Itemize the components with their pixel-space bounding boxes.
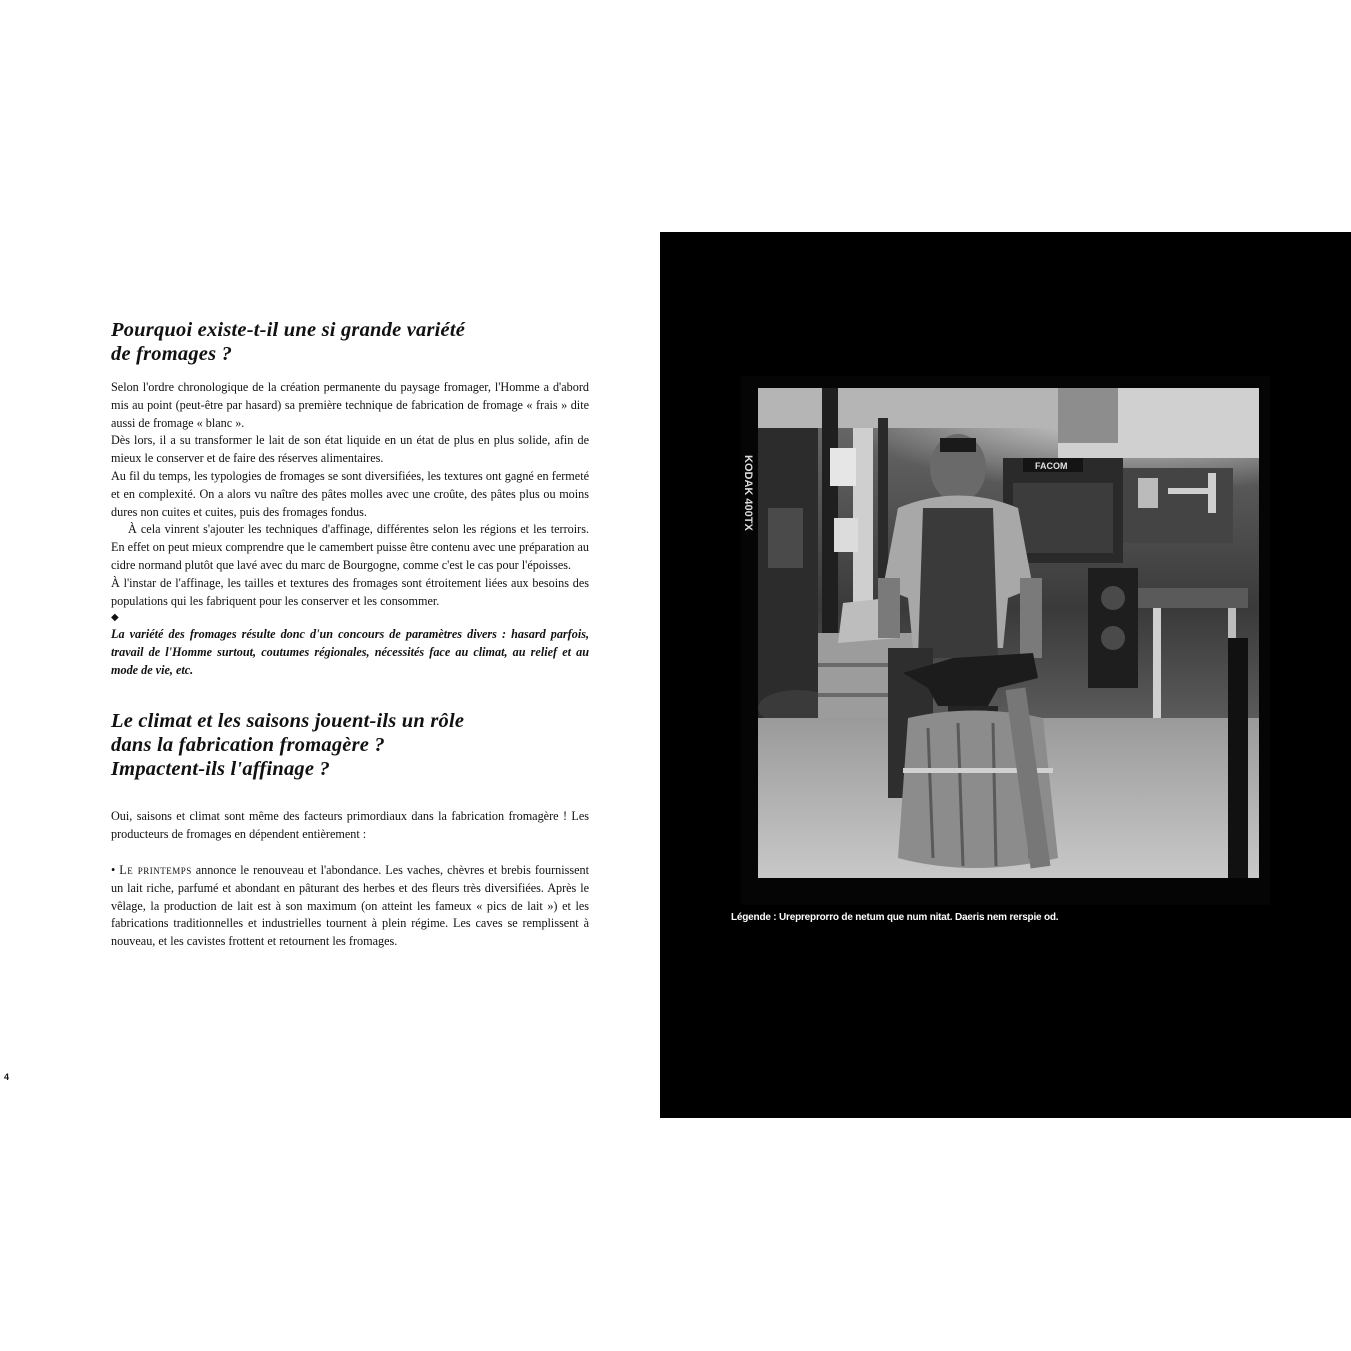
paragraph: Oui, saisons et climat sont même des facteurs primordiaux dans la fabrication fromagère ! Les producteurs de fromages en dépendent entièrement : <box>111 809 589 842</box>
blacksmith-photo <box>758 388 1259 878</box>
paragraph-text: annonce le renouveau et l'abondance. Les vaches, chèvres et brebis fournissent un lait riche, parfumé et abondant en pâturant des herbes et des fleurs très diversifiées. Après le vêlage, la production de lait est à son maximum (on atteint les fameux « pics de lait ») et les fabrications traditionnelles et industrielles tournent à plein régime. Les caves se remplissent à nouveau, et les cavistes frottent et retournent les fromages. <box>111 862 589 949</box>
paragraph: Selon l'ordre chronologique de la création permanente du paysage fromager, l'Homme a d'abord mis au point (peut-être par hasard) sa première technique de fabrication de fromage « frais » dite aussi de fromage « blanc ». <box>111 380 589 430</box>
title-line: de fromages ? <box>111 343 233 365</box>
left-text-column <box>111 318 589 951</box>
paragraph: Dès lors, il a su transformer le lait de son état liquide en un état de plus en plus solide, afin de mieux le conserver et de faire des réserves alimentaires. <box>111 433 589 466</box>
conclusion-paragraph: La variété des fromages résulte donc d'un concours de paramètres divers : hasard parfois, travail de l'Homme surtout, coutumes régionales, nécessités face au climat, au relief et au mode de vie, etc. <box>111 627 589 678</box>
paragraph: À cela vinrent s'ajouter les techniques d'affinage, différentes selon les régions et les terroirs. En effet on peut mieux comprendre que le camembert puisse être contenu avec une préparation au cidre normand plutôt que lavé avec du marc de Bourgogne, comme c'est le cas pour l'époisses. <box>111 522 589 572</box>
section-title-variety <box>111 318 589 366</box>
title-line: Le climat et les saisons jouent-ils un rôle <box>111 710 465 733</box>
sign-text: FACOM <box>1035 461 1068 471</box>
section-title-climate <box>111 709 589 781</box>
page-number: 4 <box>4 1072 10 1082</box>
spring-paragraph <box>111 862 589 951</box>
title-line: Pourquoi existe-t-il une si grande variété <box>111 319 466 341</box>
title-line: Impactent-ils l'affinage ? <box>111 758 330 781</box>
film-text: KODAK 400TX <box>742 455 754 531</box>
title-line: dans la fabrication fromagère ? <box>111 734 385 757</box>
season-label: Le printemps <box>119 862 192 877</box>
bullet-icon: • <box>111 862 120 877</box>
paragraph: Au fil du temps, les typologies de fromages se sont diversifiées, les textures ont gagné en fermeté et en complexité. On a alors vu naître des pâtes molles avec une croûte, des pâtes plus ou moins dures non cuites et cuites, puis des fromages fondus. <box>111 468 589 519</box>
film-edge-marking <box>742 455 756 595</box>
paragraph: À l'instar de l'affinage, les tailles et textures des fromages sont étroitement liées aux besoins des populations qui les fabriquent pour les conserver et les consommer. <box>111 575 589 608</box>
diamond-ornament-icon: ◆ <box>111 612 119 624</box>
photo-caption: Légende : Urepreprorro de netum que num nitat. Daeris nem rerspie od. <box>731 912 1059 923</box>
